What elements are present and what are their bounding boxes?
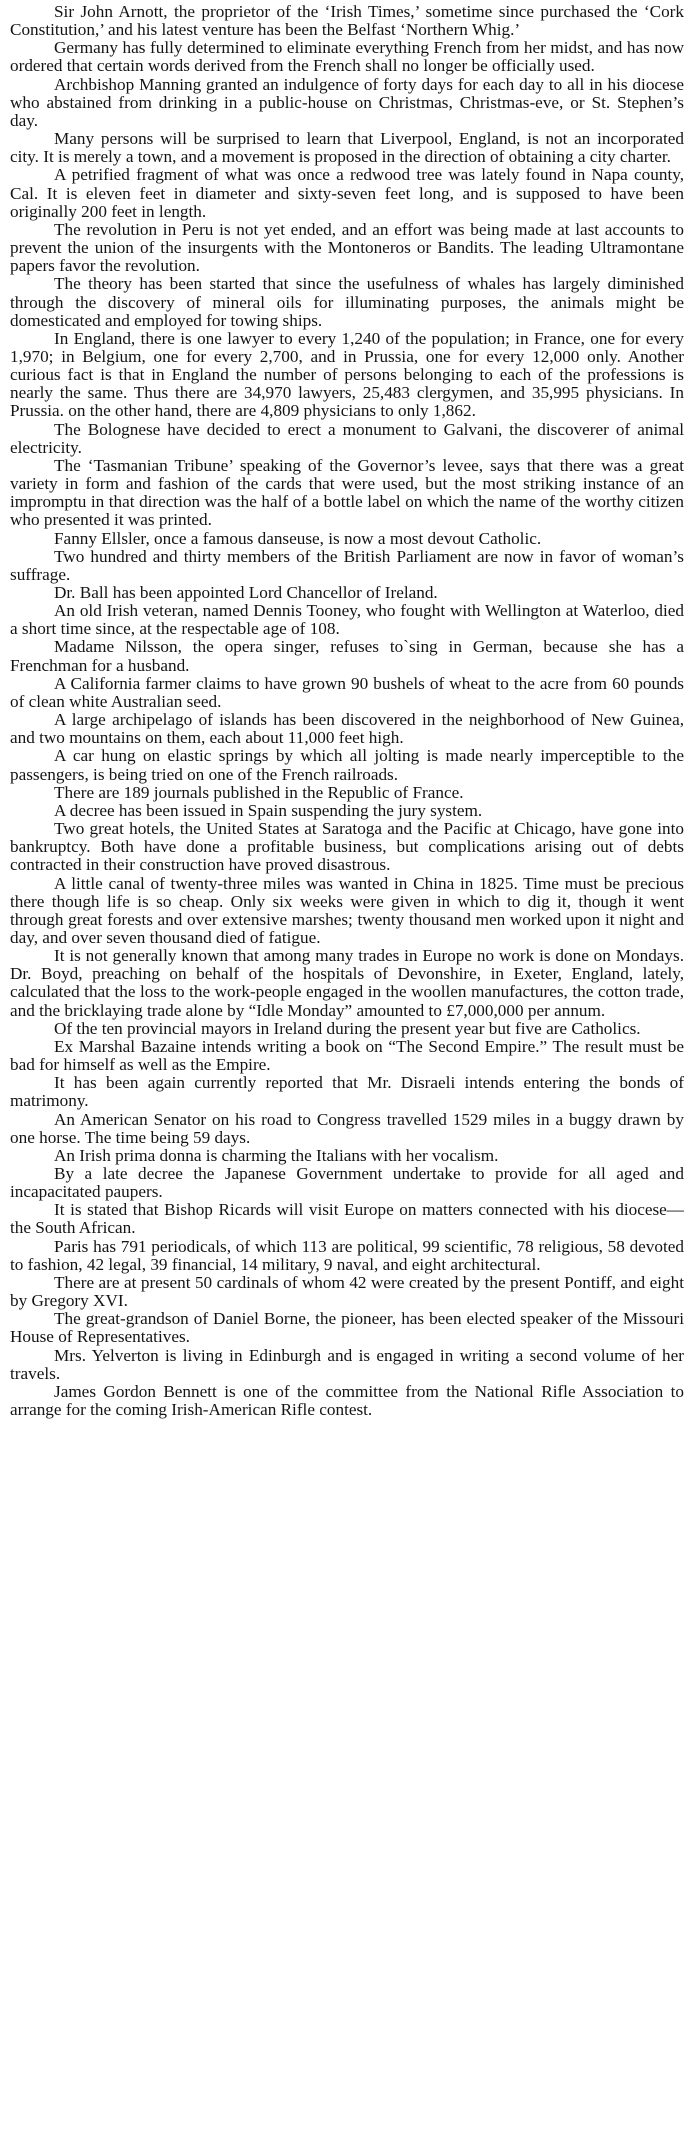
news-item-manning: Archbishop Manning granted an indulgence of forty days for each day to all in his diocese who abstained from drinking in a public-house on Christmas, Christmas-eve, or St. Stephen’s day. <box>10 74 684 130</box>
news-item-nilsson: Madame Nilsson, the opera singer, refuses to`sing in German, because she has a Frenchman for a husband. <box>10 637 684 675</box>
news-item-lawyers: In England, there is one lawyer to every 1,240 of the population; in France, one for every 1,970; in Belgium, one for every 2,700, and in Prussia, one for every 12,000 only. Another curious fact is that in England the number of persons belonging to each of the professions is nearly the same. Thus there are 34,970 lawyers, 25,483 clergymen, and 35,995 physicians. In Prussia. on the other hand, there are 4,809 physicians to only 1,862. <box>10 328 684 421</box>
news-item-arnott: Sir John Arnott, the proprietor of the ‘Irish Times,’ sometime since purchased the ‘Cork Constitution,’ and his latest venture has been the Belfast ‘Northern Whig.’ <box>10 2 684 40</box>
news-item-prima-donna: An Irish prima donna is charming the Italians with her vocalism. <box>54 1145 499 1165</box>
news-item-disraeli: It has been again currently reported that Mr. Disraeli intends entering the bonds of matrimony. <box>10 1073 684 1111</box>
news-item-liverpool: Many persons will be surprised to learn that Liverpool, England, is not an incorporated city. It is merely a town, and a movement is proposed in the direction of obtaining a city charter. <box>10 129 684 167</box>
news-item-tasmanian: The ‘Tasmanian Tribune’ speaking of the Governor’s levee, says that there was a great variety in form and fashion of the cards that were used, but the most striking instance of an impromptu in that direction was the half of a bottle label on which the name of the worthy citizen who presented it was printed. <box>10 455 684 530</box>
news-item-railroad-car: A car hung on elastic springs by which all jolting is made nearly imperceptible to the passengers, is being tried on one of the French railroads. <box>10 746 684 784</box>
news-item-galvani: The Bolognese have decided to erect a monument to Galvani, the discoverer of animal electricity. <box>10 419 684 457</box>
news-item-france-journals: There are 189 journals published in the Republic of France. <box>54 782 464 802</box>
news-item-borne: The great-grandson of Daniel Borne, the pioneer, has been elected speaker of the Missouri House of Representatives. <box>10 1309 684 1347</box>
news-item-bennett: James Gordon Bennett is one of the committee from the National Rifle Association to arrange for the coming Irish-American Rifle contest. <box>10 1381 684 1420</box>
news-item-china-canal: A little canal of twenty-three miles was wanted in China in 1825. Time must be precious there though life is so cheap. Only six weeks were given in which to dig it, though it went through great forests and over extensive marshes; twenty thousand men worked upon it night and day, and over seven thousand died of fatigue. <box>10 873 684 947</box>
news-item-redwood: A petrified fragment of what was once a redwood tree was lately found in Napa county, Cal. It is eleven feet in diameter and sixty-seven feet long, and is supposed to have been originally 200 feet in length. <box>10 165 684 221</box>
news-item-ellsler: Fanny Ellsler, once a famous danseuse, is now a most devout Catholic. <box>54 528 542 548</box>
news-item-spain-jury: A decree has been issued in Spain suspending the jury system. <box>54 800 483 820</box>
news-item-paris-periodicals: Paris has 791 periodicals, of which 113 are political, 99 scientific, 78 religious, 58 devoted to fashion, 42 legal, 39 financial, 14 military, 9 naval, and eight architectural. <box>10 1236 684 1274</box>
news-item-germany: Germany has fully determined to eliminate everything French from her midst, and has now ordered that certain words derived from the French shall no longer be officially used. <box>10 38 684 76</box>
news-item-yelverton: Mrs. Yelverton is living in Edinburgh and is engaged in writing a second volume of her travels. <box>10 1345 684 1383</box>
news-item-archipelago: A large archipelago of islands has been discovered in the neighborhood of New Guinea, and two mountains on them, each about 11,000 feet high. <box>10 710 684 748</box>
news-item-ricards: It is stated that Bishop Ricards will visit Europe on matters connected with his diocese—the South African. <box>10 1200 684 1238</box>
news-item-cardinals: There are at present 50 cardinals of whom 42 were created by the present Pontiff, and eight by Gregory XVI. <box>10 1272 684 1311</box>
news-item-tooney: An old Irish veteran, named Dennis Tooney, who fought with Wellington at Waterloo, died a short time since, at the respectable age of 108. <box>10 601 684 639</box>
news-item-mayors: Of the ten provincial mayors in Ireland during the present year but five are Catholics. <box>54 1018 641 1038</box>
news-item-parliament: Two hundred and thirty members of the British Parliament are now in favor of woman’s suffrage. <box>10 546 684 584</box>
news-item-bazaine: Ex Marshal Bazaine intends writing a book on “The Second Empire.” The result must be bad for himself as well as the Empire. <box>10 1036 684 1075</box>
news-item-peru: The revolution in Peru is not yet ended, and an effort was being made at last accounts to prevent the union of the insurgents with the Montoneros or Bandits. The leading Ultramontane papers favor the revolution. <box>10 219 684 276</box>
news-item-senator: An American Senator on his road to Congress travelled 1529 miles in a buggy drawn by one horse. The time being 59 days. <box>10 1109 684 1147</box>
news-item-ball: Dr. Ball has been appointed Lord Chancellor of Ireland. <box>54 583 438 602</box>
news-item-mondays: It is not generally known that among many trades in Europe no work is done on Mondays. Dr. Boyd, preaching on behalf of the hospitals of Devonshire, in Exeter, England, lately, calculated that the loss to the work-people engaged in the woollen manufactures, the cotton trade, and the bricklaying trade alone by “Idle Monday” amounted to £7,000,000 per annum. <box>10 946 684 1020</box>
news-item-california-wheat: A California farmer claims to have grown 90 bushels of wheat to the acre from 60 pounds of clean white Australian seed. <box>10 673 684 711</box>
news-item-japan: By a late decree the Japanese Government undertake to provide for all aged and incapacitated paupers. <box>10 1164 684 1202</box>
news-item-hotels: Two great hotels, the United States at Saratoga and the Pacific at Chicago, have gone into bankruptcy. Both have done a profitable business, but complications arising out of debts contracted in their construction have proved disastrous. <box>10 819 684 875</box>
news-item-whales: The theory has been started that since the usefulness of whales has largely diminished through the discovery of mineral oils for illuminating purposes, the animals might be domesticated and employed for towing ships. <box>10 274 684 330</box>
